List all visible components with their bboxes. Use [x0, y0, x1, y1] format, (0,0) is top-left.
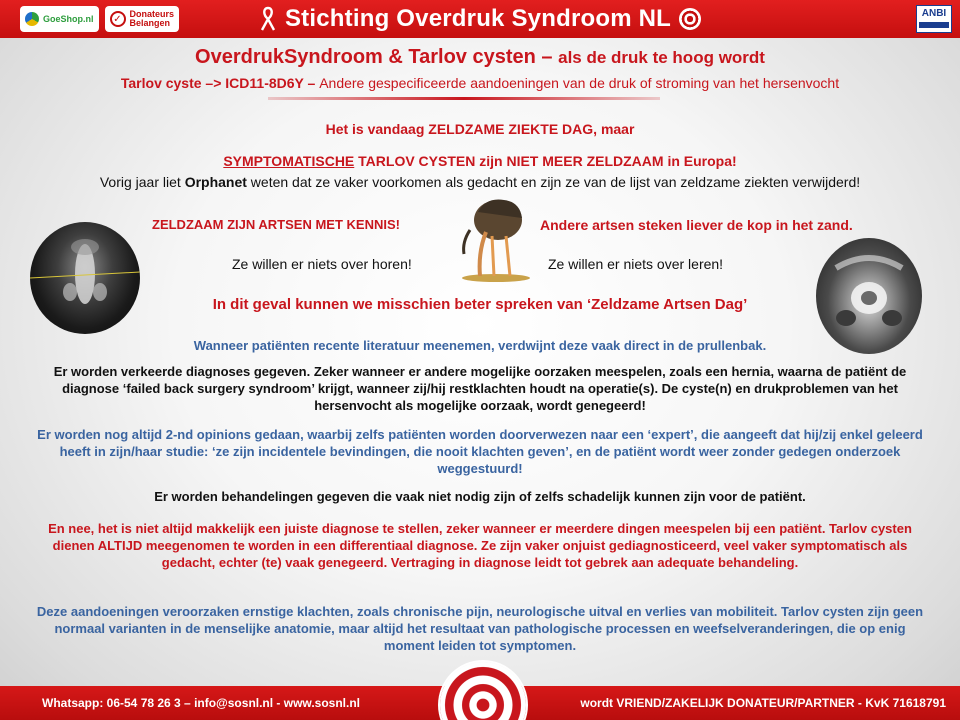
icd-heading: [0, 75, 960, 91]
rare-disease-day-line: Het is vandaag ZELDZAME ZIEKTE DAG, maar: [325, 121, 635, 137]
treatments-paragraph: Er worden behandelingen gegeven die vaak niet nodig zijn of zelfs schadelijk kunnen zijn voor de patiënt.: [154, 489, 806, 504]
rare-doctors-day-conclusion: In dit geval kunnen we misschien beter spreken van ‘Zeldzame Artsen Dag’: [212, 296, 748, 313]
goedshop-icon: [25, 12, 39, 26]
donateurs-belangen-logo[interactable]: [105, 6, 180, 32]
mri-scan-left-graphic: [30, 222, 140, 334]
awareness-ribbon-icon: [259, 6, 277, 32]
second-opinion-paragraph: Er worden nog altijd 2-nd opinions gedaan, waarbij zelfs patiënten worden doorverwezen naar een ‘expert’, die aangeeft dat hij/zij enkel geleerd heeft in zijn/haar studie: ‘ze zijn incidentele bevindingen, die nooit klachten geven’, en de patiënt wordt weer zonder gedegen onderzoek weggestuurd!: [37, 427, 923, 476]
literature-paragraph: Wanneer patiënten recente literatuur meenemen, verdwijnt deze vaak direct in de prullenbak.: [193, 338, 767, 353]
goedshop-label: GoeShop.nl: [43, 14, 94, 24]
icd-code: Tarlov cyste –> ICD11-8D6Y –: [120, 75, 316, 91]
footer-target-logo-icon: [440, 662, 526, 720]
anbi-badge: [916, 5, 952, 33]
partner-logos: [20, 6, 179, 32]
main-heading-sub: als de druk te hoog wordt: [558, 48, 765, 67]
ostrich-head-in-sand-image: [456, 192, 536, 282]
dont-want-learn-text: Ze willen er niets over leren!: [548, 256, 724, 272]
header-bar: [0, 0, 960, 38]
orphanet-word: Orphanet: [184, 174, 247, 190]
heading-divider: [268, 97, 660, 100]
other-doctors-title: Andere artsen steken liever de kop in het zand.: [540, 217, 853, 233]
dont-want-hear-text: Ze willen er niets over horen!: [232, 256, 412, 272]
checkmark-icon: ✓: [110, 11, 126, 27]
donateurs-label: Donateurs: [129, 9, 175, 19]
symptomatic-rest: TARLOV CYSTEN zijn NIET MEER ZELDZAAM in Europa!: [354, 153, 737, 169]
anbi-bar: [919, 22, 949, 28]
rare-doctors-title: ZELDZAAM ZIJN ARTSEN MET KENNIS!: [152, 217, 400, 232]
donateurs-belangen-label: [130, 10, 175, 28]
orphanet-line-c: weten dat ze vaker voorkomen als gedacht en zijn ze van de lijst van zeldzame ziekten verwijderd!: [246, 174, 861, 190]
target-logo-icon: [679, 8, 701, 30]
footer-donate[interactable]: wordt VRIEND/ZAKELIJK DONATEUR/PARTNER - KvK 71618791: [580, 696, 946, 710]
main-heading: [0, 46, 960, 69]
wrong-diagnosis-paragraph: Er worden verkeerde diagnoses gegeven. Zeker wanneer er andere mogelijke oorzaken meespelen, zoals een hernia, waarna de patiënt de diagnose ‘failed back surgery syndroom’ krijgt, wanneer zij/hij restklachten houdt na operatie(s). De cyste(n) en drukproblemen van het hersenvocht als mogelijke oorzaak, wordt genegeerd!: [53, 364, 907, 413]
footer-contact[interactable]: Whatsapp: 06-54 78 26 3 – info@sosnl.nl - www.sosnl.nl: [42, 696, 360, 710]
differential-diagnosis-paragraph: En nee, het is niet altijd makkelijk een juiste diagnose te stellen, zeker wanneer er meerdere dingen meespelen bij een patiënt. Tarlov cysten dienen ALTIJD meegenomen te worden in een differentiaal diagnose. Ze zijn vaker onjuist gediagnosticeerd, veel vaker symptomatisch als gedacht, echter (te) vaak genegeerd. Vertraging in diagnose leidt tot gebrek aan adequate behandeling.: [48, 521, 912, 570]
goedshop-logo[interactable]: [20, 6, 99, 32]
page-title: [259, 5, 701, 33]
symptomatic-word: SYMPTOMATISCHE: [223, 153, 355, 169]
main-heading-text: OverdrukSyndroom & Tarlov cysten –: [195, 46, 553, 68]
title-text: Stichting Overdruk Syndroom NL: [284, 5, 672, 32]
belangen-label: Belangen: [129, 18, 171, 28]
icd-description: Andere gespecificeerde aandoeningen van de druk of stroming van het hersenvocht: [319, 75, 840, 91]
symptomatic-line: [0, 153, 960, 169]
symptoms-paragraph: Deze aandoeningen veroorzaken ernstige klachten, zoals chronische pijn, neurologische uitval en verlies van mobiliteit. Tarlov cysten zijn geen normaal varianten in de menselijke anatomie, maar altijd het resultaat van pathologische processen en weefselveranderingen, die op enig moment leiden tot symptomen.: [36, 604, 924, 653]
orphanet-line: [0, 174, 960, 190]
mri-scan-left-image: [30, 222, 140, 334]
anbi-label: ANBI: [921, 8, 947, 19]
orphanet-line-a: Vorig jaar liet: [99, 174, 185, 190]
